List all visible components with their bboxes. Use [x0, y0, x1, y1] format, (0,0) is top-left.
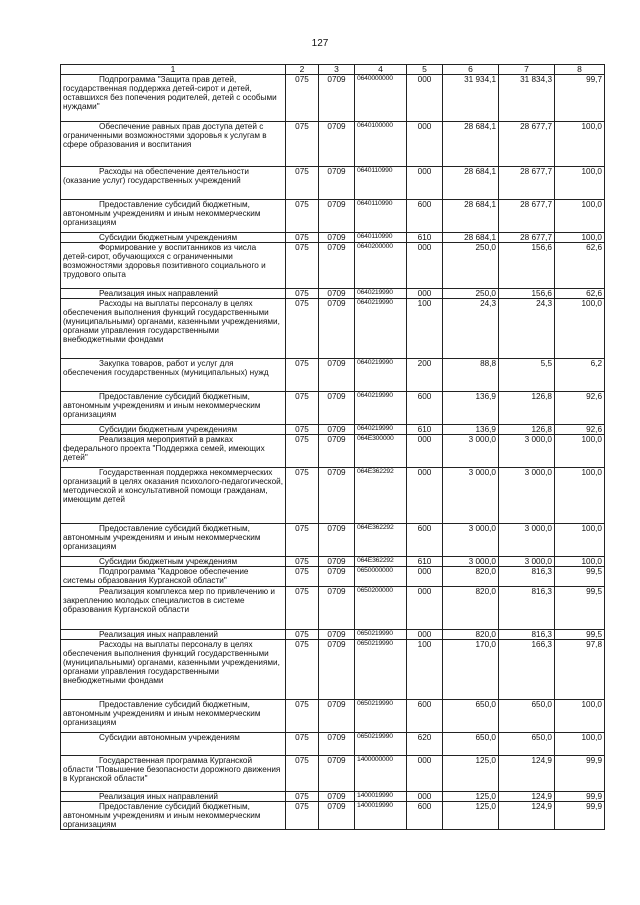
cell-description — [61, 75, 286, 122]
cell-target-code: 0640000000 — [355, 75, 407, 122]
cell-target-code: 0650219990 — [355, 700, 407, 733]
row-description: Предоставление субсидий бюджетным, автономным учреждениям и иным некоммерческим организациям — [63, 700, 261, 728]
cell-percent: 99,5 — [555, 587, 605, 630]
table-row — [61, 299, 605, 359]
table-row — [61, 733, 605, 756]
cell-executed: 28 677,7 — [499, 122, 555, 167]
cell-ministry: 075 — [286, 802, 319, 830]
cell-executed: 3 000,0 — [499, 524, 555, 557]
cell-percent: 99,7 — [555, 75, 605, 122]
cell-planned: 170,0 — [443, 640, 499, 700]
cell-section: 0709 — [319, 756, 355, 792]
row-description: Предоставление субсидий бюджетным, автономным учреждениям и иным некоммерческим организациям — [63, 802, 261, 830]
cell-ministry: 075 — [286, 524, 319, 557]
row-description: Государственная программа Курганской области "Повышение безопасности дорожного движения в Курганской области" — [63, 756, 281, 784]
cell-percent: 92,6 — [555, 425, 605, 435]
row-description: Реализация иных направлений — [99, 289, 218, 299]
table-row — [61, 435, 605, 468]
table-row — [61, 557, 605, 567]
cell-target-code: 0640110990 — [355, 233, 407, 243]
table-row — [61, 75, 605, 122]
cell-target-code: 064E362292 — [355, 468, 407, 524]
cell-section: 0709 — [319, 359, 355, 392]
cell-ministry: 075 — [286, 557, 319, 567]
table-row — [61, 425, 605, 435]
row-description: Расходы на выплаты персоналу в целях обеспечения выполнения функций государственными (муниципальными) органами, казенными учреждениями, органами управления государственными внебюджетными фондами — [63, 299, 280, 345]
cell-ministry: 075 — [286, 567, 319, 587]
table-row — [61, 802, 605, 830]
column-header: 4 — [355, 65, 407, 75]
cell-description — [61, 587, 286, 630]
cell-ministry: 075 — [286, 392, 319, 425]
row-description: Подпрограмма "Защита прав детей, государственная поддержка детей-сирот и детей, оставшихся без попечения родителей, детей с особыми нуждами" — [63, 75, 277, 112]
table-row — [61, 700, 605, 733]
cell-executed: 28 677,7 — [499, 233, 555, 243]
cell-description — [61, 359, 286, 392]
table-row — [61, 289, 605, 299]
cell-ministry: 075 — [286, 359, 319, 392]
cell-percent: 62,6 — [555, 243, 605, 289]
row-description: Обеспечение равных прав доступа детей с ограниченными возможностями здоровья к услугам в сфере образования и воспитания — [63, 122, 267, 150]
cell-description — [61, 425, 286, 435]
cell-percent: 100,0 — [555, 233, 605, 243]
table-row — [61, 468, 605, 524]
row-description: Формирование у воспитанников из числа детей-сирот, обучающихся с ограниченными возможностями здоровья позитивного социального и трудового опыта — [63, 243, 266, 280]
cell-percent: 100,0 — [555, 299, 605, 359]
cell-expense-type: 000 — [407, 630, 443, 640]
cell-description — [61, 435, 286, 468]
cell-target-code: 0640200000 — [355, 243, 407, 289]
cell-description — [61, 122, 286, 167]
cell-description — [61, 733, 286, 756]
row-description: Субсидии автономным учреждениям — [99, 733, 240, 743]
cell-section: 0709 — [319, 167, 355, 200]
cell-executed: 31 834,3 — [499, 75, 555, 122]
cell-expense-type: 600 — [407, 200, 443, 233]
cell-executed: 156,6 — [499, 289, 555, 299]
cell-description — [61, 802, 286, 830]
cell-planned: 28 684,1 — [443, 167, 499, 200]
cell-expense-type: 000 — [407, 435, 443, 468]
cell-percent: 62,6 — [555, 289, 605, 299]
cell-executed: 166,3 — [499, 640, 555, 700]
cell-percent: 97,8 — [555, 640, 605, 700]
cell-planned: 125,0 — [443, 792, 499, 802]
row-description: Реализация иных направлений — [99, 630, 218, 640]
cell-description — [61, 524, 286, 557]
row-description: Подпрограмма "Кадровое обеспечение системы образования Курганской области" — [63, 567, 249, 586]
cell-target-code: 0650219990 — [355, 640, 407, 700]
cell-target-code: 0640219990 — [355, 289, 407, 299]
cell-section: 0709 — [319, 435, 355, 468]
cell-percent: 100,0 — [555, 557, 605, 567]
cell-expense-type: 000 — [407, 122, 443, 167]
cell-expense-type: 620 — [407, 733, 443, 756]
cell-planned: 820,0 — [443, 567, 499, 587]
cell-ministry: 075 — [286, 233, 319, 243]
cell-ministry: 075 — [286, 299, 319, 359]
table-row — [61, 392, 605, 425]
cell-expense-type: 200 — [407, 359, 443, 392]
cell-expense-type: 000 — [407, 75, 443, 122]
cell-executed: 124,9 — [499, 756, 555, 792]
cell-description — [61, 233, 286, 243]
cell-planned: 650,0 — [443, 700, 499, 733]
cell-percent: 99,9 — [555, 802, 605, 830]
table-row — [61, 200, 605, 233]
cell-target-code: 0640219990 — [355, 299, 407, 359]
table-row — [61, 233, 605, 243]
cell-percent: 99,5 — [555, 567, 605, 587]
cell-executed: 3 000,0 — [499, 435, 555, 468]
cell-ministry: 075 — [286, 468, 319, 524]
row-description: Государственная поддержка некоммерческих организаций в целях оказания психолого-педагогической, методической и консультативной помощи гражданам, имеющим детей — [63, 468, 283, 505]
cell-section: 0709 — [319, 299, 355, 359]
cell-planned: 250,0 — [443, 289, 499, 299]
row-description: Расходы на выплаты персоналу в целях обеспечения выполнения функций государственными (муниципальными) органами, казенными учреждениями, органами управления государственными внебюджетными фондами — [63, 640, 280, 686]
column-header: 1 — [61, 65, 286, 75]
table-row — [61, 167, 605, 200]
cell-section: 0709 — [319, 700, 355, 733]
cell-percent: 100,0 — [555, 435, 605, 468]
cell-description — [61, 700, 286, 733]
table-row — [61, 243, 605, 289]
cell-expense-type: 000 — [407, 567, 443, 587]
cell-ministry: 075 — [286, 200, 319, 233]
cell-section: 0709 — [319, 640, 355, 700]
cell-ministry: 075 — [286, 792, 319, 802]
cell-description — [61, 792, 286, 802]
cell-planned: 3 000,0 — [443, 435, 499, 468]
cell-description — [61, 243, 286, 289]
cell-ministry: 075 — [286, 435, 319, 468]
cell-executed: 650,0 — [499, 733, 555, 756]
cell-description — [61, 557, 286, 567]
cell-executed: 124,9 — [499, 802, 555, 830]
column-header: 3 — [319, 65, 355, 75]
row-description: Субсидии бюджетным учреждениям — [99, 557, 238, 567]
cell-expense-type: 000 — [407, 756, 443, 792]
cell-section: 0709 — [319, 243, 355, 289]
cell-ministry: 075 — [286, 425, 319, 435]
cell-section: 0709 — [319, 557, 355, 567]
cell-description — [61, 567, 286, 587]
cell-executed: 650,0 — [499, 700, 555, 733]
cell-expense-type: 600 — [407, 392, 443, 425]
cell-ministry: 075 — [286, 700, 319, 733]
row-description: Предоставление субсидий бюджетным, автономным учреждениям и иным некоммерческим организациям — [63, 200, 261, 228]
cell-target-code: 1400019990 — [355, 802, 407, 830]
cell-description — [61, 200, 286, 233]
cell-ministry: 075 — [286, 756, 319, 792]
column-header: 2 — [286, 65, 319, 75]
page-number: 127 — [311, 38, 329, 49]
cell-section: 0709 — [319, 587, 355, 630]
cell-ministry: 075 — [286, 289, 319, 299]
cell-planned: 250,0 — [443, 243, 499, 289]
table-row — [61, 640, 605, 700]
cell-percent: 92,6 — [555, 392, 605, 425]
cell-executed: 5,5 — [499, 359, 555, 392]
row-description: Реализация мероприятий в рамках федерального проекта "Поддержка семей, имеющих детей" — [63, 435, 265, 463]
cell-ministry: 075 — [286, 640, 319, 700]
cell-section: 0709 — [319, 468, 355, 524]
table-row — [61, 792, 605, 802]
cell-percent: 100,0 — [555, 122, 605, 167]
cell-expense-type: 000 — [407, 468, 443, 524]
cell-expense-type: 100 — [407, 640, 443, 700]
cell-expense-type: 100 — [407, 299, 443, 359]
cell-section: 0709 — [319, 630, 355, 640]
cell-target-code: 0650200000 — [355, 587, 407, 630]
cell-description — [61, 392, 286, 425]
budget-table — [60, 64, 605, 830]
cell-planned: 3 000,0 — [443, 557, 499, 567]
cell-planned: 3 000,0 — [443, 468, 499, 524]
cell-planned: 24,3 — [443, 299, 499, 359]
cell-target-code: 0640110990 — [355, 200, 407, 233]
cell-percent: 100,0 — [555, 167, 605, 200]
cell-executed: 156,6 — [499, 243, 555, 289]
cell-executed: 126,8 — [499, 425, 555, 435]
cell-expense-type: 610 — [407, 425, 443, 435]
cell-executed: 816,3 — [499, 567, 555, 587]
cell-executed: 816,3 — [499, 630, 555, 640]
column-header: 5 — [407, 65, 443, 75]
cell-planned: 650,0 — [443, 733, 499, 756]
cell-section: 0709 — [319, 792, 355, 802]
cell-executed: 28 677,7 — [499, 200, 555, 233]
cell-target-code: 0650219990 — [355, 733, 407, 756]
column-header: 8 — [555, 65, 605, 75]
cell-target-code: 0650000000 — [355, 567, 407, 587]
cell-planned: 820,0 — [443, 587, 499, 630]
cell-section: 0709 — [319, 802, 355, 830]
cell-target-code: 0640100000 — [355, 122, 407, 167]
row-description: Предоставление субсидий бюджетным, автономным учреждениям и иным некоммерческим организациям — [63, 392, 261, 420]
cell-executed: 126,8 — [499, 392, 555, 425]
cell-target-code: 1400000000 — [355, 756, 407, 792]
cell-ministry: 075 — [286, 243, 319, 289]
cell-description — [61, 630, 286, 640]
cell-expense-type: 600 — [407, 524, 443, 557]
cell-section: 0709 — [319, 122, 355, 167]
cell-percent: 6,2 — [555, 359, 605, 392]
cell-percent: 100,0 — [555, 700, 605, 733]
cell-expense-type: 610 — [407, 557, 443, 567]
table-row — [61, 630, 605, 640]
cell-executed: 3 000,0 — [499, 557, 555, 567]
cell-expense-type: 600 — [407, 700, 443, 733]
table-row — [61, 587, 605, 630]
row-description: Субсидии бюджетным учреждениям — [99, 233, 238, 243]
cell-expense-type: 000 — [407, 587, 443, 630]
cell-ministry: 075 — [286, 587, 319, 630]
table-header-row — [61, 65, 605, 75]
cell-executed: 3 000,0 — [499, 468, 555, 524]
row-description: Закупка товаров, работ и услуг для обеспечения государственных (муниципальных) нужд — [63, 359, 269, 378]
cell-planned: 125,0 — [443, 756, 499, 792]
cell-section: 0709 — [319, 233, 355, 243]
cell-expense-type: 610 — [407, 233, 443, 243]
cell-percent: 99,9 — [555, 792, 605, 802]
row-description: Реализация иных направлений — [99, 792, 218, 802]
cell-section: 0709 — [319, 75, 355, 122]
cell-ministry: 075 — [286, 733, 319, 756]
table-row — [61, 567, 605, 587]
cell-percent: 99,5 — [555, 630, 605, 640]
cell-planned: 28 684,1 — [443, 122, 499, 167]
cell-target-code: 0640219990 — [355, 425, 407, 435]
cell-description — [61, 299, 286, 359]
cell-description — [61, 756, 286, 792]
cell-ministry: 075 — [286, 122, 319, 167]
row-description: Предоставление субсидий бюджетным, автономным учреждениям и иным некоммерческим организациям — [63, 524, 261, 552]
cell-target-code: 0640219990 — [355, 359, 407, 392]
table-row — [61, 122, 605, 167]
cell-executed: 816,3 — [499, 587, 555, 630]
cell-expense-type: 000 — [407, 167, 443, 200]
row-description: Расходы на обеспечение деятельности (оказание услуг) государственных учреждений — [63, 167, 249, 186]
cell-percent: 99,9 — [555, 756, 605, 792]
cell-section: 0709 — [319, 289, 355, 299]
cell-target-code: 0640219990 — [355, 392, 407, 425]
cell-percent: 100,0 — [555, 524, 605, 557]
cell-percent: 100,0 — [555, 733, 605, 756]
cell-executed: 28 677,7 — [499, 167, 555, 200]
cell-description — [61, 640, 286, 700]
cell-ministry: 075 — [286, 167, 319, 200]
cell-description — [61, 468, 286, 524]
cell-description — [61, 167, 286, 200]
cell-executed: 24,3 — [499, 299, 555, 359]
cell-section: 0709 — [319, 392, 355, 425]
cell-expense-type: 000 — [407, 243, 443, 289]
cell-section: 0709 — [319, 200, 355, 233]
column-header: 7 — [499, 65, 555, 75]
cell-ministry: 075 — [286, 630, 319, 640]
column-header: 6 — [443, 65, 499, 75]
cell-percent: 100,0 — [555, 468, 605, 524]
cell-target-code: 0640110990 — [355, 167, 407, 200]
row-description: Субсидии бюджетным учреждениям — [99, 425, 238, 435]
cell-expense-type: 000 — [407, 792, 443, 802]
cell-target-code: 0650219990 — [355, 630, 407, 640]
table-row — [61, 359, 605, 392]
cell-expense-type: 000 — [407, 289, 443, 299]
cell-planned: 28 684,1 — [443, 200, 499, 233]
cell-section: 0709 — [319, 425, 355, 435]
cell-planned: 88,8 — [443, 359, 499, 392]
cell-target-code: 1400019990 — [355, 792, 407, 802]
table-row — [61, 756, 605, 792]
cell-planned: 136,9 — [443, 425, 499, 435]
cell-planned: 28 684,1 — [443, 233, 499, 243]
cell-target-code: 064E362292 — [355, 524, 407, 557]
table-row — [61, 524, 605, 557]
cell-expense-type: 600 — [407, 802, 443, 830]
cell-section: 0709 — [319, 524, 355, 557]
cell-target-code: 064E362292 — [355, 557, 407, 567]
cell-planned: 136,9 — [443, 392, 499, 425]
cell-planned: 820,0 — [443, 630, 499, 640]
cell-description — [61, 289, 286, 299]
row-description: Реализация комплекса мер по привлечению и закреплению молодых специалистов в системе образования Курганской области — [63, 587, 276, 615]
cell-section: 0709 — [319, 567, 355, 587]
cell-executed: 124,9 — [499, 792, 555, 802]
cell-planned: 31 934,1 — [443, 75, 499, 122]
cell-section: 0709 — [319, 733, 355, 756]
cell-planned: 3 000,0 — [443, 524, 499, 557]
cell-percent: 100,0 — [555, 200, 605, 233]
cell-planned: 125,0 — [443, 802, 499, 830]
cell-target-code: 064E300000 — [355, 435, 407, 468]
cell-ministry: 075 — [286, 75, 319, 122]
